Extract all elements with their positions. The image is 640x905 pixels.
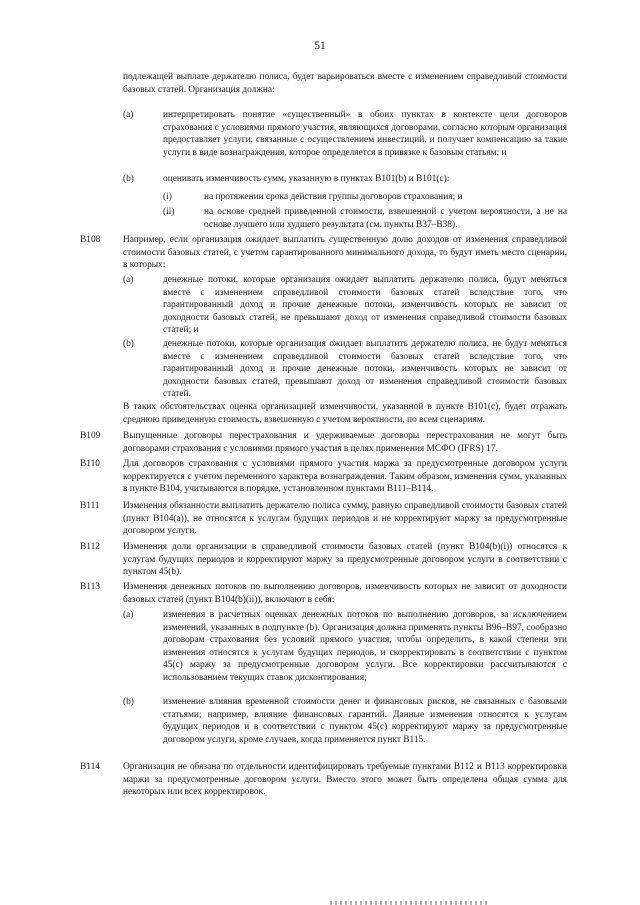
intro-paragraph: подлежащей выплате держателю полиса, будет варьироваться вместе с изменением справедливой стоимости базовых статей. Организация должна:	[123, 72, 567, 95]
paragraph-number-b113: B113	[80, 582, 100, 592]
scan-artifact	[330, 901, 490, 905]
paragraph-number-b114: B114	[80, 762, 100, 772]
paragraph-number-b109: B109	[80, 431, 101, 441]
paragraph-b113: Изменения денежных потоков по выполнению договоров, изменчивость которых не зависит от доходности базовых статей (пункт B104(b)(ii)), включают в себя:	[123, 582, 567, 605]
b113-item-b-label: (b)	[123, 697, 134, 707]
b108-conclusion: В таких обстоятельствах оценка организацией изменчивости, указанной в пункте B101(c), будет отражать среднюю приведенную стоимость, взвешенную с учетом вероятности, по всем сценариям.	[123, 402, 567, 425]
b113-item-a: изменения в расчетных оценках денежных потоков по выполнению договоров, за исключением изменений, указанных в подпункте (b). Организация должна применять пункты B96–B97, сообразно договорам страхования без условий прямого участия, чтобы определить, в какой степени эти изменения относятся к услугам будущих периодов, и скорректировать в соответствии с пунктом 45(c) маржу за предусмотренные договором услуги. Все корректировки рассчитываются с использованием текущих ставок дисконтирования;	[163, 610, 567, 683]
intro-item-b-label: (b)	[123, 174, 134, 184]
paragraph-number-b110: B110	[80, 459, 100, 469]
b108-item-a: денежные потоки, которые организация ожидает выплатить держателю полиса, будут меняться вместе с изменением справедливой стоимости базовых статей вследствие того, что гарантированный доход и прочие денежные потоки, изменчивость которых не зависит от доходности базовых статей, не превышают доход от изменения справедливой стоимости базовых статей; и	[163, 275, 567, 336]
intro-subitem-ii-label: (ii)	[163, 207, 175, 217]
paragraph-number-b111: B111	[80, 501, 100, 511]
paragraph-b108: Например, если организация ожидает выплатить существенную долю доходов от изменения справедливой стоимости базовых статей, с учетом гарантированного минимального дохода, то будут иметь место сценарии, в которых:	[123, 235, 567, 271]
intro-subitem-ii: на основе средней приведенной стоимости, взвешенной с учетом вероятности, а не на основе лучшего или худшего результата (см. пункты B37–B38).	[204, 207, 567, 230]
intro-item-b: оценивать изменчивость сумм, указанную в пунктах B101(b) и B101(c):	[163, 174, 450, 184]
intro-subitem-i-label: (i)	[163, 192, 172, 202]
intro-subitem-i: на протяжении срока действия группы договоров страхования; и	[204, 192, 463, 202]
intro-item-a-label: (a)	[123, 110, 134, 120]
page-number: 51	[314, 40, 326, 52]
b113-item-a-label: (a)	[123, 610, 134, 620]
paragraph-b109: Выпущенные договоры перестрахования и удерживаемые договоры перестрахования не могут быть договорами страхования с условиями прямого участия в целях применения МСФО (IFRS) 17.	[123, 431, 567, 454]
paragraph-b110: Для договоров страхования с условиями прямого участия маржа за предусмотренные договором услуги корректируется с учетом переменного характера вознаграждения. Таким образом, изменения сумм, указанных в пункте B104, учитываются в порядке, установленном пунктами B111–B114.	[123, 459, 567, 495]
paragraph-b111: Изменения обязанности выплатить держателю полиса сумму, равную справедливой стоимости базовых статей (пункт B104(a)), не относятся к услугам будущих периодов и не корректируют маржу за предусмотренные договором услуги.	[123, 501, 567, 537]
b108-item-b-label: (b)	[123, 339, 134, 349]
b113-item-b: изменение влияния временной стоимости денег и финансовых рисков, не связанных с базовыми статьями; например, влияние финансовых гарантий. Данные изменения относятся к услугам будущих периодов и в соответствии с пунктом 45(c) корректируют маржу за предусмотренные договором услуги, кроме случаев, когда применяется пункт B115.	[163, 697, 567, 745]
b108-item-b: денежные потоки, которые организация ожидает выплатить держателю полиса, не будут меняться вместе с изменением справедливой стоимости базовых статей вследствие того, что гарантированный доход и прочие денежные потоки, изменчивость которых не зависит от доходности базовых статей, превышают доход от изменения справедливой стоимости базовых статей.	[163, 339, 567, 400]
paragraph-b114: Организация не обязана по отдельности идентифицировать требуемые пунктами B112 и B113 корректировки маржи за предусмотренные договором услуги. Вместо этого может быть определена общая сумма для некоторых или всех корректировок.	[123, 762, 567, 798]
b108-item-a-label: (a)	[123, 275, 134, 285]
paragraph-b112: Изменения доли организации в справедливой стоимости базовых статей (пункт B104(b)(i)) относятся к услугам будущих периодов и корректируют маржу за предусмотренные договором услуги в соответствии с пунктом 45(b).	[123, 542, 567, 578]
intro-item-a: интерпретировать понятие «существенный» в обоих пунктах в контексте цели договоров страхования с условиями прямого участия, являющихся договорами, согласно которым организация предоставляет услуги, связанные с осуществлением инвестиций, и получает компенсацию за такие услуги в виде вознаграждения, которое определяется в привязке к базовым статьям; и	[163, 110, 567, 158]
paragraph-number-b108: B108	[80, 235, 101, 245]
paragraph-number-b112: B112	[80, 542, 100, 552]
